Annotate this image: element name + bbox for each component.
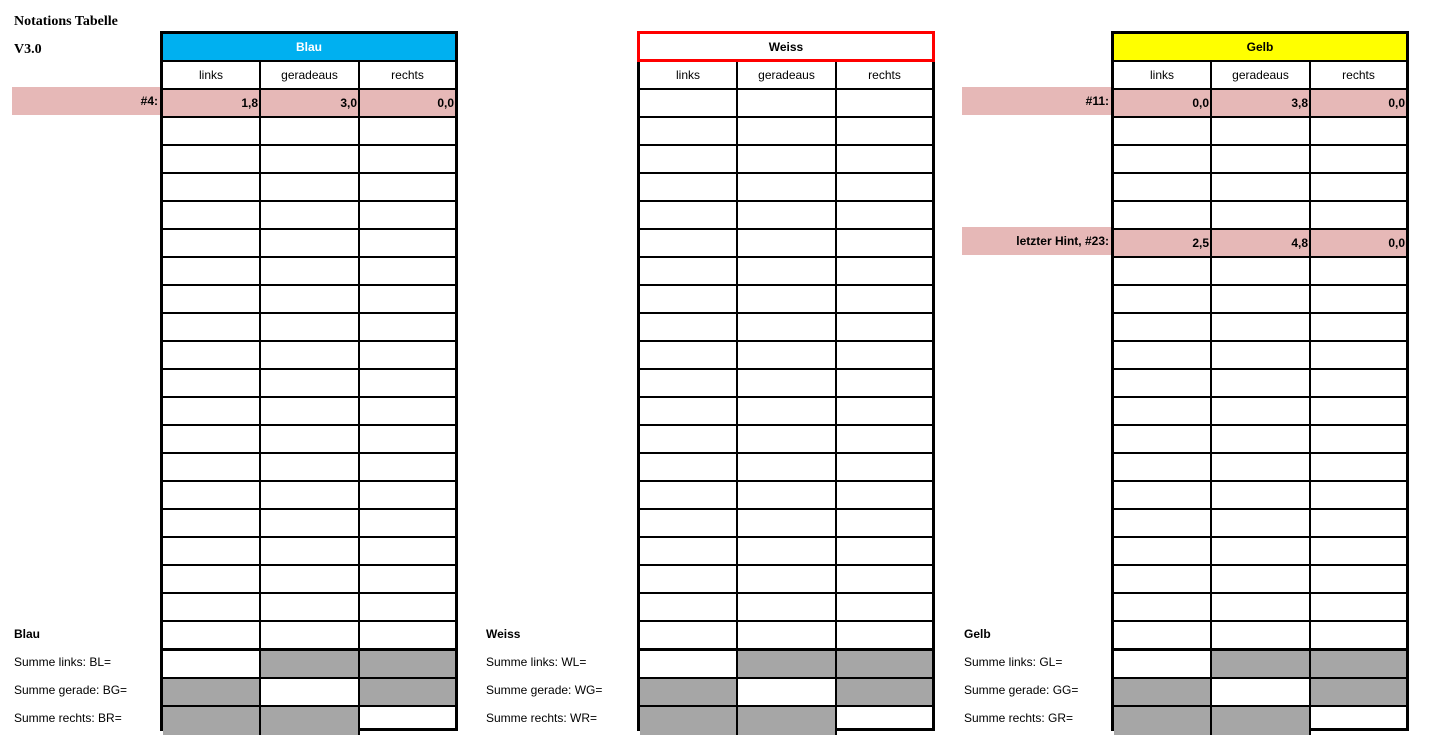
gelb-table-cell[interactable]: 4,8	[1212, 230, 1311, 258]
weiss-table-cell[interactable]	[640, 370, 738, 398]
blau-table-cell[interactable]	[163, 538, 261, 566]
gelb-summary-cell[interactable]	[1212, 679, 1311, 707]
weiss-summary-cell[interactable]	[640, 651, 738, 679]
weiss-summary-label: Summe rechts: WR=	[486, 711, 598, 725]
gelb-table-cell[interactable]	[1114, 146, 1212, 174]
blau-column-header: rechts	[360, 62, 455, 90]
gelb-table-cell[interactable]	[1114, 202, 1212, 230]
gelb-table-cell[interactable]	[1114, 566, 1212, 594]
weiss-header-outline	[637, 31, 935, 62]
weiss-summary-cell-disabled	[640, 707, 738, 735]
gelb-summary-cell-disabled	[1311, 651, 1406, 679]
weiss-table-cell[interactable]	[837, 370, 932, 398]
blau-table-cell[interactable]: 1,8	[163, 90, 261, 118]
gelb-table-cell[interactable]	[1114, 286, 1212, 314]
gelb-table-cell[interactable]	[1114, 622, 1212, 650]
blau-highlight-band	[12, 87, 160, 115]
blau-table-cell[interactable]	[163, 566, 261, 594]
gelb-summary-label: Summe gerade: GG=	[964, 683, 1079, 697]
weiss-table-cell[interactable]	[738, 202, 837, 230]
weiss-column-header: links	[640, 62, 738, 90]
gelb-table-cell[interactable]	[1311, 342, 1406, 370]
gelb-table-cell[interactable]: 0,0	[1311, 90, 1406, 118]
blau-table-cell[interactable]	[261, 454, 360, 482]
gelb-table-cell[interactable]	[1212, 622, 1311, 650]
blau-table-cell[interactable]	[261, 370, 360, 398]
weiss-table-cell[interactable]	[837, 202, 932, 230]
weiss-table-cell[interactable]	[738, 622, 837, 650]
weiss-table-cell[interactable]	[738, 258, 837, 286]
weiss-table-cell[interactable]	[738, 482, 837, 510]
blau-table-cell[interactable]	[261, 342, 360, 370]
gelb-highlight-band	[962, 87, 1111, 115]
weiss-table-cell[interactable]	[640, 398, 738, 426]
gelb-table-cell[interactable]	[1114, 538, 1212, 566]
blau-table-cell[interactable]	[163, 314, 261, 342]
weiss-table-cell[interactable]	[837, 454, 932, 482]
weiss-notation-table	[637, 31, 935, 731]
gelb-table-cell[interactable]	[1114, 426, 1212, 454]
weiss-table-cell[interactable]	[837, 258, 932, 286]
blau-table-cell[interactable]	[261, 622, 360, 650]
weiss-table-cell[interactable]	[640, 482, 738, 510]
weiss-table-header: Weiss	[640, 34, 932, 62]
weiss-table-cell[interactable]	[738, 342, 837, 370]
weiss-table-cell[interactable]	[738, 398, 837, 426]
blau-table-cell[interactable]	[261, 482, 360, 510]
gelb-table-cell[interactable]	[1311, 622, 1406, 650]
gelb-table-cell[interactable]	[1311, 482, 1406, 510]
blau-summary-cell-disabled	[360, 679, 455, 707]
blau-table-cell[interactable]	[163, 454, 261, 482]
weiss-summary-cell-disabled	[738, 651, 837, 679]
blau-summary-cell-disabled	[163, 679, 261, 707]
blau-table-cell[interactable]	[163, 482, 261, 510]
gelb-highlight-label: #11:	[1085, 94, 1109, 108]
gelb-table-cell[interactable]	[1212, 146, 1311, 174]
weiss-table-cell[interactable]	[640, 314, 738, 342]
gelb-table-cell[interactable]	[1114, 594, 1212, 622]
weiss-table-cell[interactable]	[837, 118, 932, 146]
weiss-table-cell[interactable]	[738, 594, 837, 622]
blau-table-cell[interactable]	[163, 370, 261, 398]
gelb-table-cell[interactable]	[1311, 454, 1406, 482]
blau-table-cell[interactable]	[163, 174, 261, 202]
weiss-table-cell[interactable]	[837, 342, 932, 370]
weiss-table-cell[interactable]	[837, 174, 932, 202]
blau-table-cell[interactable]	[360, 146, 455, 174]
gelb-table-cell[interactable]	[1114, 510, 1212, 538]
blau-summary-label: Summe gerade: BG=	[14, 683, 128, 697]
gelb-table-cell[interactable]	[1212, 286, 1311, 314]
gelb-table-cell[interactable]	[1114, 118, 1212, 146]
gelb-table-cell[interactable]	[1212, 566, 1311, 594]
gelb-table-cell[interactable]	[1212, 370, 1311, 398]
blau-table-cell[interactable]	[360, 174, 455, 202]
blau-table-cell[interactable]	[261, 314, 360, 342]
blau-table-cell[interactable]	[261, 146, 360, 174]
blau-table-cell[interactable]	[163, 118, 261, 146]
blau-table-cell[interactable]	[360, 258, 455, 286]
gelb-table-cell[interactable]	[1114, 454, 1212, 482]
blau-column-header: links	[163, 62, 261, 90]
blau-table-cell[interactable]	[261, 258, 360, 286]
gelb-table-cell[interactable]	[1114, 174, 1212, 202]
gelb-table-cell[interactable]	[1311, 370, 1406, 398]
weiss-table-cell[interactable]	[837, 230, 932, 258]
blau-summary-cell-disabled	[163, 707, 261, 735]
gelb-summary-cell[interactable]	[1311, 707, 1406, 735]
blau-table-cell[interactable]	[163, 594, 261, 622]
gelb-table-cell[interactable]	[1114, 342, 1212, 370]
gelb-table-cell[interactable]	[1212, 538, 1311, 566]
weiss-summary-cell-disabled	[837, 679, 932, 707]
weiss-summary-label: Summe links: WL=	[486, 655, 587, 669]
gelb-notation-table	[1111, 31, 1409, 731]
blau-table-cell[interactable]	[360, 566, 455, 594]
blau-summary-cell-disabled	[261, 651, 360, 679]
gelb-highlight-band	[962, 227, 1111, 255]
blau-table-cell[interactable]	[261, 174, 360, 202]
blau-table-cell[interactable]	[163, 230, 261, 258]
weiss-table-cell[interactable]	[640, 230, 738, 258]
gelb-table-cell[interactable]	[1311, 314, 1406, 342]
gelb-table-cell[interactable]	[1212, 594, 1311, 622]
gelb-summary-cell-disabled	[1114, 679, 1212, 707]
gelb-table-cell[interactable]	[1114, 258, 1212, 286]
weiss-table-cell[interactable]	[837, 90, 932, 118]
gelb-table-cell[interactable]	[1212, 258, 1311, 286]
blau-table-cell[interactable]	[360, 622, 455, 650]
blau-summary-cell-disabled	[360, 651, 455, 679]
gelb-summary-label: Summe rechts: GR=	[964, 711, 1074, 725]
weiss-table-cell[interactable]	[738, 566, 837, 594]
gelb-summary-cell-disabled	[1311, 679, 1406, 707]
gelb-table-cell[interactable]	[1311, 258, 1406, 286]
weiss-table-cell[interactable]	[738, 286, 837, 314]
weiss-table-cell[interactable]	[837, 510, 932, 538]
weiss-summary-title: Weiss	[486, 627, 521, 641]
blau-table-cell[interactable]	[360, 538, 455, 566]
blau-summary-cell[interactable]	[360, 707, 455, 735]
weiss-table-cell[interactable]	[837, 622, 932, 650]
weiss-table-cell[interactable]	[640, 90, 738, 118]
weiss-table-cell[interactable]	[738, 230, 837, 258]
gelb-table-cell[interactable]	[1212, 482, 1311, 510]
blau-column-header: geradeaus	[261, 62, 360, 90]
weiss-table-cell[interactable]	[837, 314, 932, 342]
gelb-table-cell[interactable]	[1212, 398, 1311, 426]
weiss-table-cell[interactable]	[738, 118, 837, 146]
blau-table-cell[interactable]	[261, 510, 360, 538]
gelb-summary-title: Gelb	[964, 627, 991, 641]
blau-summary-cell-disabled	[261, 707, 360, 735]
weiss-table-cell[interactable]	[640, 454, 738, 482]
blau-notation-table	[160, 31, 458, 731]
weiss-summary-label: Summe gerade: WG=	[486, 683, 603, 697]
gelb-table-cell[interactable]	[1114, 398, 1212, 426]
gelb-table-cell[interactable]	[1311, 118, 1406, 146]
weiss-table-cell[interactable]	[640, 174, 738, 202]
gelb-table-cell[interactable]	[1311, 538, 1406, 566]
blau-table-cell[interactable]	[261, 286, 360, 314]
blau-table-cell[interactable]	[360, 482, 455, 510]
blau-table-cell[interactable]	[360, 398, 455, 426]
weiss-table-cell[interactable]	[738, 174, 837, 202]
blau-summary-title: Blau	[14, 627, 41, 641]
gelb-table-header: Gelb	[1114, 34, 1406, 62]
weiss-summary-cell-disabled	[640, 679, 738, 707]
gelb-table-cell[interactable]	[1311, 174, 1406, 202]
gelb-table-cell[interactable]	[1212, 314, 1311, 342]
weiss-summary-cell[interactable]	[738, 679, 837, 707]
blau-summary-cell[interactable]	[163, 651, 261, 679]
weiss-table-cell[interactable]	[640, 594, 738, 622]
gelb-table-cell[interactable]	[1114, 370, 1212, 398]
weiss-table-cell[interactable]	[738, 90, 837, 118]
weiss-table-cell[interactable]	[837, 426, 932, 454]
gelb-summary-cell-disabled	[1212, 707, 1311, 735]
gelb-highlight-label: letzter Hint, #23:	[1016, 234, 1109, 248]
weiss-table-cell[interactable]	[738, 454, 837, 482]
blau-summary-label: Summe links: BL=	[14, 655, 112, 669]
gelb-table-cell[interactable]: 3,8	[1212, 90, 1311, 118]
gelb-table-cell[interactable]	[1114, 482, 1212, 510]
weiss-table-cell[interactable]	[640, 202, 738, 230]
weiss-table-cell[interactable]	[640, 538, 738, 566]
weiss-table-cell[interactable]	[640, 118, 738, 146]
gelb-table-cell[interactable]	[1212, 454, 1311, 482]
weiss-table-cell[interactable]	[640, 258, 738, 286]
blau-table-cell[interactable]	[360, 314, 455, 342]
gelb-table-cell[interactable]	[1311, 286, 1406, 314]
blau-table-cell[interactable]	[163, 146, 261, 174]
blau-highlight-label: #4:	[140, 94, 158, 108]
weiss-table-cell[interactable]	[837, 398, 932, 426]
gelb-table-cell[interactable]	[1212, 118, 1311, 146]
gelb-table-cell[interactable]: 0,0	[1114, 90, 1212, 118]
blau-table-cell[interactable]	[360, 118, 455, 146]
gelb-table-cell[interactable]	[1311, 426, 1406, 454]
blau-table-cell[interactable]	[261, 118, 360, 146]
blau-table-cell[interactable]	[163, 622, 261, 650]
blau-table-cell[interactable]: 3,0	[261, 90, 360, 118]
gelb-column-header: links	[1114, 62, 1212, 90]
blau-table-cell[interactable]	[360, 202, 455, 230]
gelb-table-cell[interactable]	[1311, 202, 1406, 230]
weiss-column-header: rechts	[837, 62, 932, 90]
blau-summary-cell[interactable]	[261, 679, 360, 707]
weiss-table-cell[interactable]	[640, 510, 738, 538]
gelb-summary-cell[interactable]	[1114, 651, 1212, 679]
blau-table-cell[interactable]	[163, 258, 261, 286]
gelb-column-header: geradeaus	[1212, 62, 1311, 90]
gelb-table-cell[interactable]: 0,0	[1311, 230, 1406, 258]
gelb-table-cell[interactable]	[1311, 510, 1406, 538]
blau-table-cell[interactable]	[163, 286, 261, 314]
blau-table-header: Blau	[163, 34, 455, 62]
weiss-table-cell[interactable]	[738, 370, 837, 398]
gelb-table-cell[interactable]	[1311, 146, 1406, 174]
gelb-summary-cell-disabled	[1212, 651, 1311, 679]
blau-table-cell[interactable]	[163, 426, 261, 454]
blau-table-cell[interactable]	[261, 230, 360, 258]
blau-table-cell[interactable]	[360, 594, 455, 622]
weiss-table-cell[interactable]	[640, 566, 738, 594]
blau-table-cell[interactable]	[360, 370, 455, 398]
weiss-table-cell[interactable]	[837, 566, 932, 594]
version-label: V3.0	[14, 42, 42, 57]
blau-table-cell[interactable]	[261, 538, 360, 566]
weiss-table-cell[interactable]	[738, 146, 837, 174]
blau-table-cell[interactable]	[261, 594, 360, 622]
blau-table-cell[interactable]	[261, 566, 360, 594]
weiss-table-cell[interactable]	[640, 286, 738, 314]
gelb-column-header: rechts	[1311, 62, 1406, 90]
weiss-table-cell[interactable]	[837, 482, 932, 510]
weiss-table-cell[interactable]	[738, 426, 837, 454]
weiss-table-cell[interactable]	[837, 286, 932, 314]
weiss-column-header: geradeaus	[738, 62, 837, 90]
gelb-summary-cell-disabled	[1114, 707, 1212, 735]
document-title: Notations Tabelle	[14, 14, 118, 29]
gelb-table-cell[interactable]	[1114, 314, 1212, 342]
weiss-summary-cell[interactable]	[837, 707, 932, 735]
weiss-table-cell[interactable]	[640, 342, 738, 370]
blau-table-cell[interactable]	[163, 342, 261, 370]
weiss-table-cell[interactable]	[738, 510, 837, 538]
blau-table-cell[interactable]	[163, 510, 261, 538]
blau-table-cell[interactable]	[261, 398, 360, 426]
blau-table-cell[interactable]	[360, 454, 455, 482]
weiss-table-cell[interactable]	[738, 538, 837, 566]
weiss-table-cell[interactable]	[837, 538, 932, 566]
blau-table-cell[interactable]	[360, 510, 455, 538]
blau-table-cell[interactable]	[360, 286, 455, 314]
blau-summary-label: Summe rechts: BR=	[14, 711, 122, 725]
gelb-summary-label: Summe links: GL=	[964, 655, 1063, 669]
gelb-table-cell[interactable]: 2,5	[1114, 230, 1212, 258]
weiss-summary-cell-disabled	[738, 707, 837, 735]
blau-table-cell[interactable]	[360, 426, 455, 454]
weiss-table-cell[interactable]	[640, 622, 738, 650]
weiss-table-cell[interactable]	[837, 146, 932, 174]
gelb-table-cell[interactable]	[1311, 594, 1406, 622]
blau-table-cell[interactable]	[261, 426, 360, 454]
gelb-table-cell[interactable]	[1212, 342, 1311, 370]
weiss-table-cell[interactable]	[640, 146, 738, 174]
gelb-table-cell[interactable]	[1212, 426, 1311, 454]
blau-table-cell[interactable]	[163, 202, 261, 230]
blau-table-cell[interactable]	[360, 342, 455, 370]
blau-table-cell[interactable]: 0,0	[360, 90, 455, 118]
gelb-table-cell[interactable]	[1212, 174, 1311, 202]
blau-table-cell[interactable]	[360, 230, 455, 258]
blau-table-cell[interactable]	[261, 202, 360, 230]
weiss-table-cell[interactable]	[738, 314, 837, 342]
gelb-table-cell[interactable]	[1212, 202, 1311, 230]
gelb-table-cell[interactable]	[1311, 398, 1406, 426]
gelb-table-cell[interactable]	[1212, 510, 1311, 538]
weiss-table-cell[interactable]	[837, 594, 932, 622]
gelb-table-cell[interactable]	[1311, 566, 1406, 594]
blau-table-cell[interactable]	[163, 398, 261, 426]
weiss-summary-cell-disabled	[837, 651, 932, 679]
weiss-table-cell[interactable]	[640, 426, 738, 454]
